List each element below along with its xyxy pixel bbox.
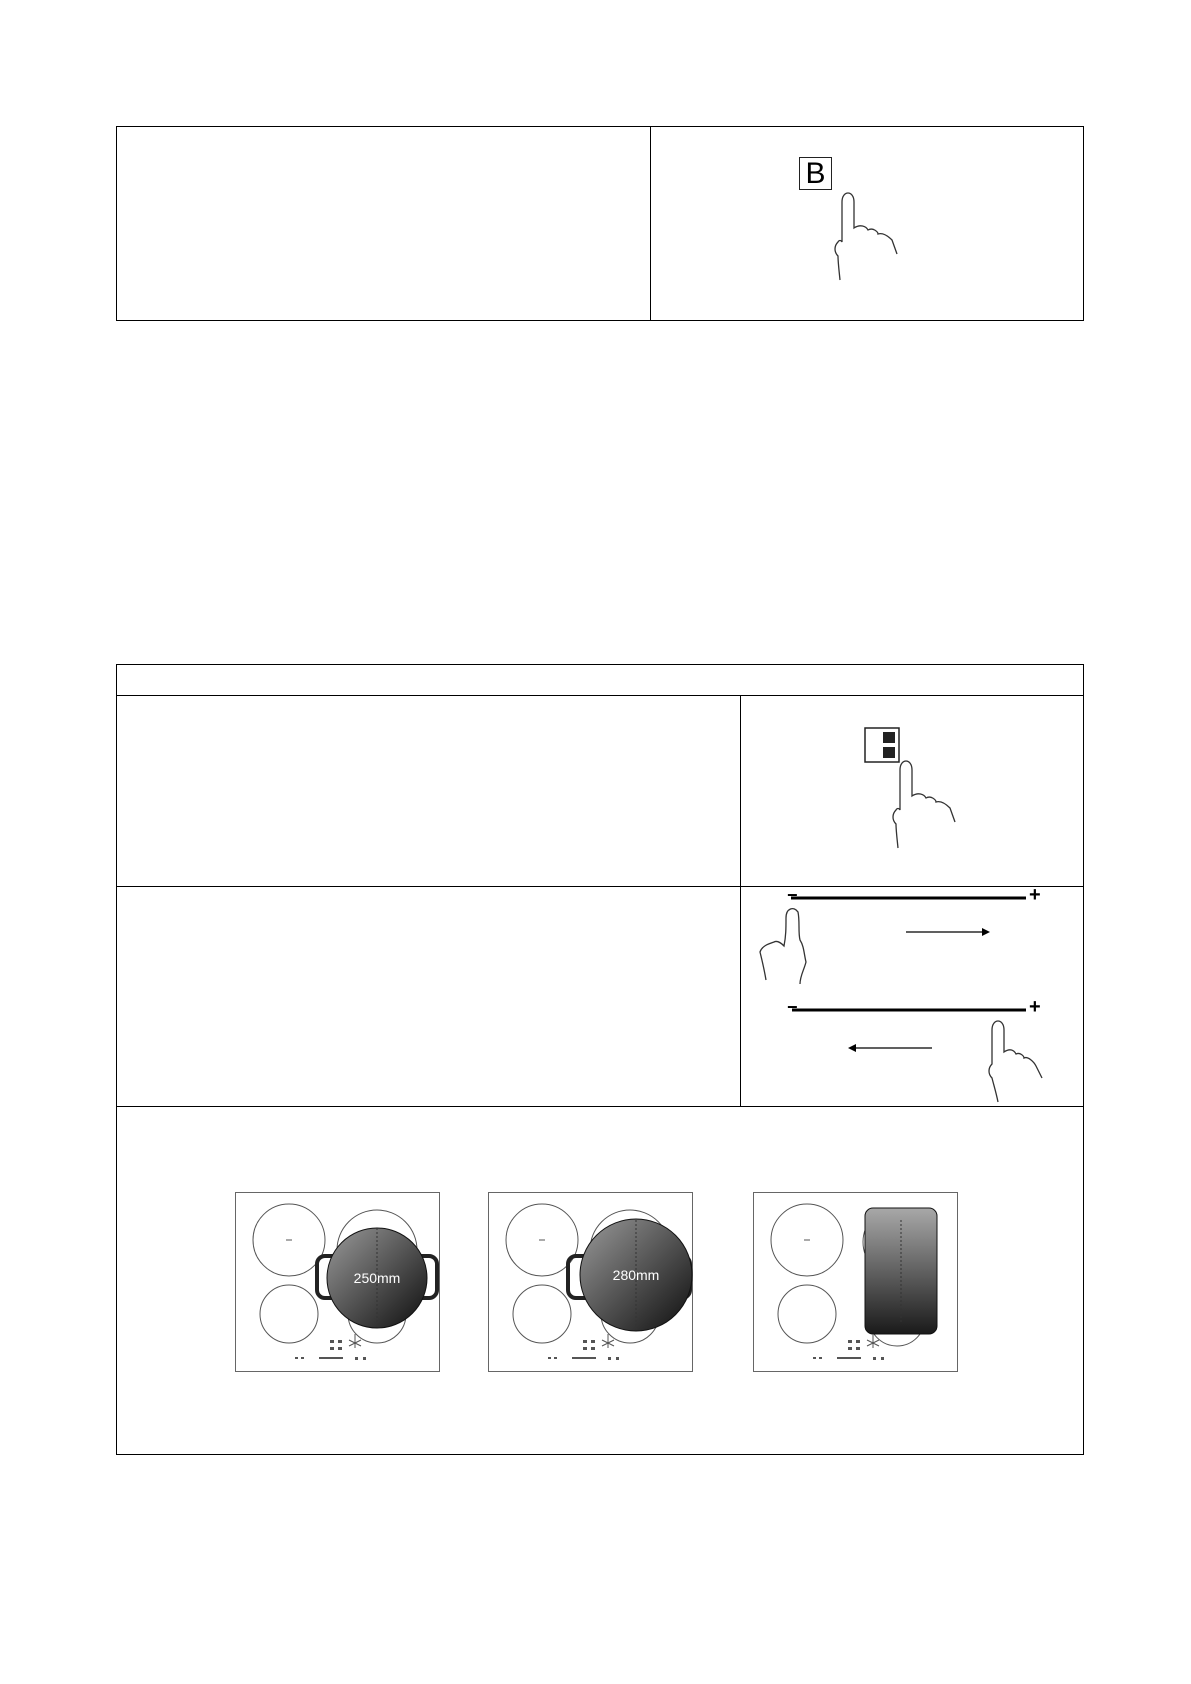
finger-pointing-icon: [886, 750, 986, 855]
bridge-column-divider: [740, 695, 741, 1107]
slider-swipe-right-figure: [756, 888, 1056, 988]
hob-250mm-pot-illustration: [235, 1192, 440, 1372]
top-table-divider: [650, 126, 651, 321]
bridge-header-row-line: [116, 695, 1084, 696]
pot-size-label: 250mm: [353, 1270, 401, 1286]
hob-280mm-pot-illustration: [488, 1192, 693, 1372]
slider-minus-label: −: [787, 997, 798, 1017]
slider-plus-label: +: [1029, 996, 1041, 1018]
key-b-icon: B: [799, 157, 832, 190]
pot-size-label: 280mm: [612, 1267, 660, 1283]
slider-swipe-left-figure: [756, 1000, 1066, 1105]
finger-pointing-icon: [820, 180, 920, 285]
bridge-row2-line: [116, 1106, 1084, 1107]
top-instruction-table: [116, 126, 1084, 321]
slider-minus-label: −: [787, 885, 798, 905]
slider-plus-label: +: [1029, 884, 1041, 906]
bridge-row1-line: [116, 886, 1084, 887]
hob-griddle-illustration: [753, 1192, 958, 1372]
